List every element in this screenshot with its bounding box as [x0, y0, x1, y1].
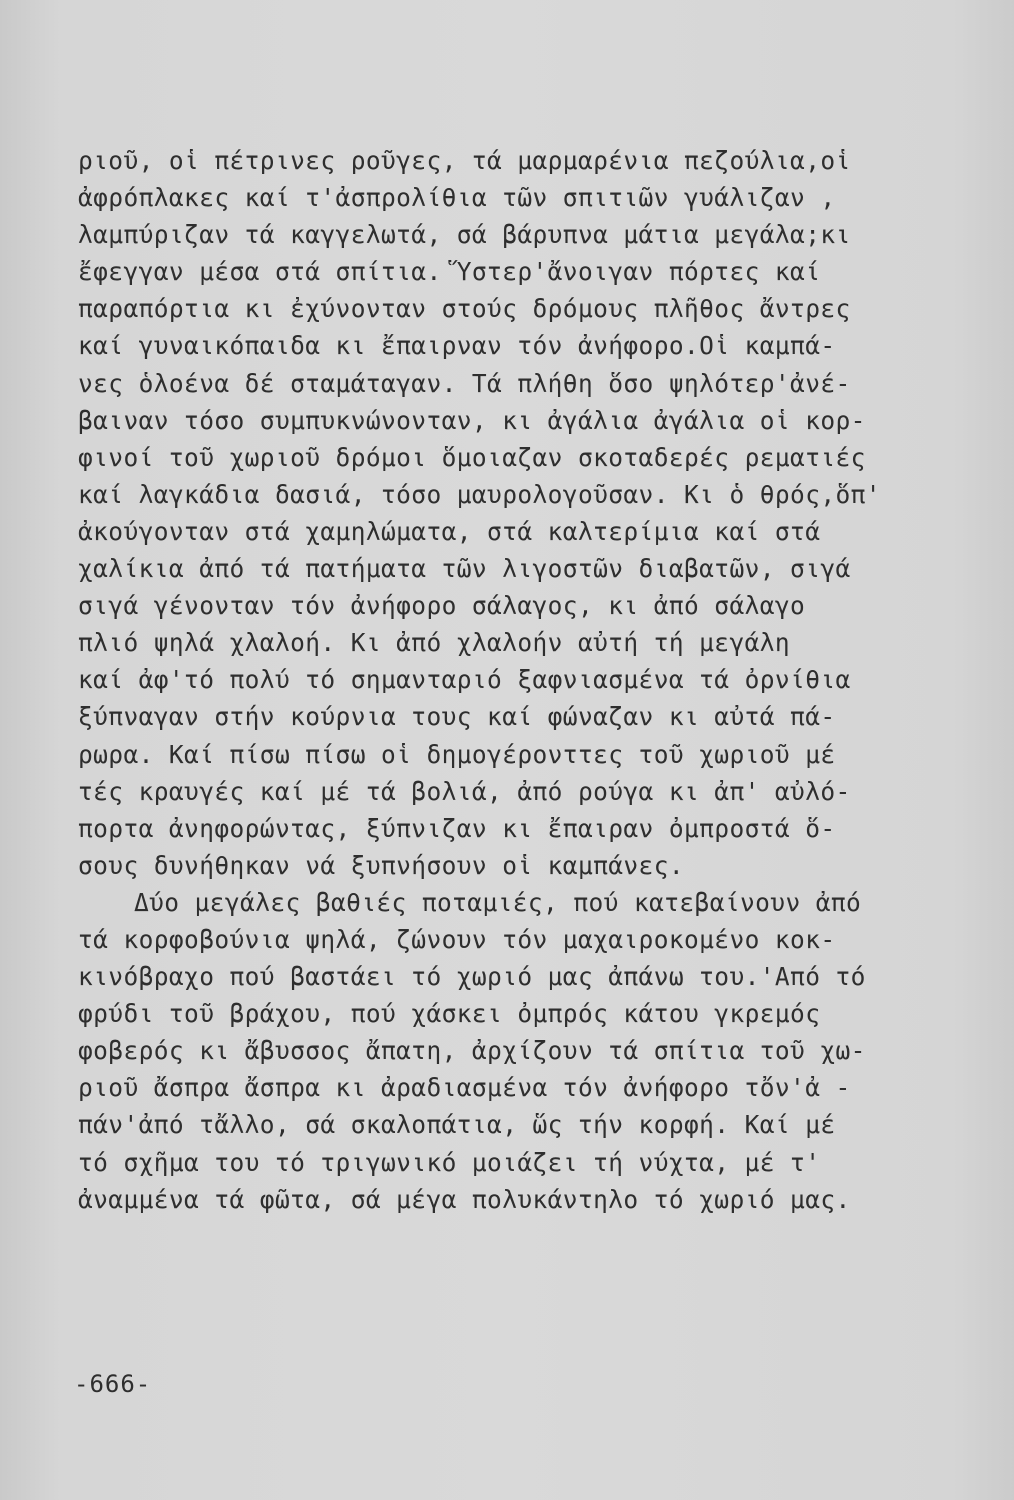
text-line: πλιό ψηλά χλαλοή. Κι ἀπό χλαλοήν αὐτή τή μεγάλη [78, 628, 791, 658]
text-line: σιγά γένονταν τόν ἀνήφορο σάλαγος, κι ἀπό σάλαγο [78, 591, 806, 621]
text-line: πορτα ἀνηφορώντας, ξύπνιζαν κι ἔπαιραν ὀμπροστά ὅ- [78, 813, 836, 843]
text-line: ριοῦ, οἱ πέτρινες ροῦγες, τά μαρμαρένια πεζούλια,οἱ [78, 146, 851, 175]
text-line: κινόβραχο πού βαστάει τό χωριό μας ἀπάνω του.'Από τό [78, 962, 866, 992]
text-line: ριοῦ ἄσπρα ἄσπρα κι ἀραδιασμένα τόν ἀνήφορο τὄν'ἀ - [78, 1073, 851, 1103]
text-line: λαμπύριζαν τά καγγελωτά, σά βάρυπνα μάτια μεγάλα;κι [78, 220, 851, 250]
text-line: βαιναν τόσο συμπυκνώνονταν, κι ἀγάλια ἀγάλια οἱ κορ- [78, 405, 866, 435]
body-text [78, 142, 968, 1218]
text-line: χαλίκια ἀπό τά πατήματα τῶν λιγοστῶν διαβατῶν, σιγά [78, 554, 851, 584]
text-line: ἔφεγγαν μέσα στά σπίτια. Ὕστερ'ἄνοιγαν πόρτες καί [78, 257, 821, 287]
text-line: τές κραυγές καί μέ τά βολιά, ἀπό ρούγα κι ἀπ' αὐλό- [78, 776, 851, 806]
text-line: καί λαγκάδια δασιά, τόσο μαυρολογοῦσαν. Κι ὁ θρός,ὅπ' [78, 479, 881, 509]
text-line: τά κορφοβούνια ψηλά, ζώνουν τόν μαχαιροκομένο κοκ- [78, 924, 836, 954]
text-line: πάν'ἀπό τἄλλο, σά σκαλοπάτια, ὥς τήν κορφή. Καί μέ [78, 1110, 836, 1140]
text-line: νες ὁλοένα δέ σταμάταγαν. Τά πλήθη ὅσο ψηλότερ'ἀνέ- [78, 368, 851, 398]
text-line: φινοί τοῦ χωριοῦ δρόμοι ὅμοιαζαν σκοταδερές ρεματιές [78, 442, 866, 472]
text-line: ἀναμμένα τά φῶτα, σά μέγα πολυκάντηλο τό χωριό μας. [78, 1184, 851, 1214]
page-number: -666- [74, 1370, 152, 1398]
text-line: παραπόρτια κι ἐχύνονταν στούς δρόμους πλῆθος ἄντρες [78, 294, 851, 324]
text-line: ἀκούγονταν στά χαμηλώματα, στά καλτερίμια καί στά [78, 516, 821, 546]
paragraph-first-line: Δύο μεγάλες βαθιές ποταμιές, πού κατεβαίνουν ἀπό [134, 887, 862, 917]
text-line: φοβερός κι ἄβυσσος ἄπατη, ἀρχίζουν τά σπίτια τοῦ χω- [78, 1036, 866, 1066]
text-line: τό σχῆμα του τό τριγωνικό μοιάζει τή νύχτα, μέ τ' [78, 1147, 821, 1177]
text-line: σους δυνήθηκαν νά ξυπνήσουν οἱ καμπάνες. [78, 850, 685, 880]
text-line: ἀφρόπλακες καί τ'ἀσπρολίθια τῶν σπιτιῶν γυάλιζαν , [78, 183, 836, 213]
text-line: φρύδι τοῦ βράχου, πού χάσκει ὀμπρός κάτου γκρεμός [78, 999, 821, 1029]
text-line: ρωρα. Καί πίσω πίσω οἱ δημογέρονττες τοῦ χωριοῦ μέ [78, 739, 836, 769]
text-line: καί γυναικόπαιδα κι ἔπαιρναν τόν ἀνήφορο.Οἱ καμπά- [78, 331, 836, 361]
text-line: καί ἀφ'τό πολύ τό σημανταριό ξαφνιασμένα τά ὀρνίθια [78, 665, 851, 695]
text-line: ξύπναγαν στήν κούρνια τους καί φώναζαν κι αὐτά πά- [78, 702, 836, 732]
